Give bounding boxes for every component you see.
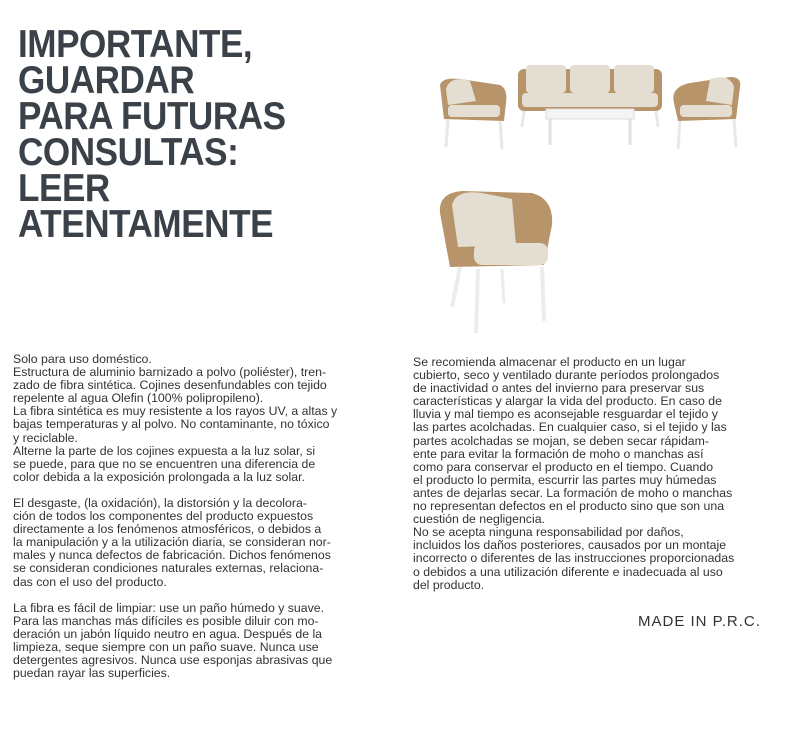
text-line: del producto. [413, 577, 485, 592]
headline-line: CONSULTAS: [18, 131, 239, 174]
headline-line: ATENTAMENTE [18, 203, 274, 246]
text-line: ente para evitar la formación de moho o manchas así [413, 446, 704, 461]
paragraph-gap [13, 589, 388, 602]
text-line: detergentes agresivos. Nunca use esponjas abrasivas que [13, 652, 333, 667]
text-line: de inactividad o antes del invierno para preservar sus [413, 381, 705, 396]
text-line: incorrecto o diferentes de las instrucciones proporcionadas [413, 551, 735, 566]
text-line: se consideran condiciones naturales externas, relaciona- [13, 561, 324, 576]
text-line: La fibra es fácil de limpiar: use un paño húmedo y suave. [13, 600, 325, 615]
text-line: cuestión de negligencia. [413, 512, 545, 527]
text-line: color debida a la exposición prolongada a la luz solar. [13, 469, 305, 484]
text-line: incluidos los daños posteriores, causados por un montaje [413, 538, 727, 553]
made-in-label: MADE IN P.R.C. [638, 613, 761, 630]
text-line: deración un jabón líquido neutro en agua. Después de la [13, 626, 323, 641]
text-line: cubierto, seco y ventilado durante períodos prolongados [413, 368, 720, 383]
text-line: puedan rayar las superficies. [13, 666, 171, 681]
page-title [18, 23, 315, 246]
text-line: no representan defectos en el producto sino que son una [413, 499, 725, 514]
dining-chair-illustration [432, 185, 562, 335]
sofa-set-illustration [430, 55, 750, 155]
text-line: las partes acolchadas. En cualquier caso, si el tejido y las [413, 420, 727, 435]
headline-line: GUARDAR [18, 59, 195, 102]
text-line: limpieza, seque siempre con un paño suave. Nunca use [13, 639, 319, 654]
text-line: Para las manchas más difíciles es posible diluir con mo- [13, 613, 319, 628]
text-line: bajas temperaturas y al polvo. No contaminante, no tóxico [13, 417, 330, 432]
headline-line: IMPORTANTE, [18, 23, 253, 66]
text-line: zado de fibra sintética. Cojines desenfundables con tejido [13, 378, 327, 393]
text-line: Solo para uso doméstico. [13, 352, 152, 366]
text-line: lluvia y mal tiempo es aconsejable resguardar el tejido y [413, 407, 718, 422]
coffee-table [546, 109, 634, 145]
text-line: El desgaste, (la oxidación), la distorsión y la decolora- [13, 495, 307, 510]
text-line: Estructura de aluminio barnizado a polvo (poliéster), tren- [13, 365, 327, 380]
text-line: Se recomienda almacenar el producto en un lugar [413, 355, 686, 369]
text-line: repelente al agua Olefin (100% polipropileno). [13, 391, 264, 406]
text-line: se puede, para que no se encuentren una diferencia de [13, 456, 316, 471]
text-line: Alterne la parte de los cojines expuesta a la luz solar, si [13, 443, 316, 458]
text-line: la manipulación y a la utilización diaria, se consideran nor- [13, 535, 331, 550]
left-armchair [440, 79, 506, 149]
right-column-text [413, 356, 791, 592]
headline-line: LEER [18, 167, 110, 210]
text-line: males y nunca defectos de fabricación. Dichos fenómenos [13, 548, 331, 563]
text-line: No se acepta ninguna responsabilidad por daños, [413, 525, 684, 540]
right-armchair [673, 77, 740, 149]
left-column-text [13, 353, 388, 680]
paragraph-gap [13, 484, 388, 497]
text-line: directamente a los fenómenos atmosféricos, o debidos a [13, 522, 322, 537]
text-line: ción de todos los componentes del producto expuestos [13, 509, 314, 524]
text-line: das con el uso del producto. [13, 574, 167, 589]
text-line: antes de dejarlas secar. La formación de moho o manchas [413, 485, 733, 500]
text-line: partes acolchadas se mojan, se deben secar rápidam- [413, 433, 709, 448]
text-line: como para conservar el producto en el tiempo. Cuando [413, 459, 714, 474]
text-line: y reciclable. [13, 430, 78, 445]
text-line: características y alargar la vida del producto. En caso de [413, 394, 722, 409]
text-line: La fibra sintética es muy resistente a los rayos UV, a altas y [13, 404, 338, 419]
text-line: el producto lo permita, escurrir las partes muy húmedas [413, 472, 717, 487]
headline-line: PARA FUTURAS [18, 95, 286, 138]
text-line: o debidos a una utilización diferente e inadecuada al uso [413, 564, 723, 579]
